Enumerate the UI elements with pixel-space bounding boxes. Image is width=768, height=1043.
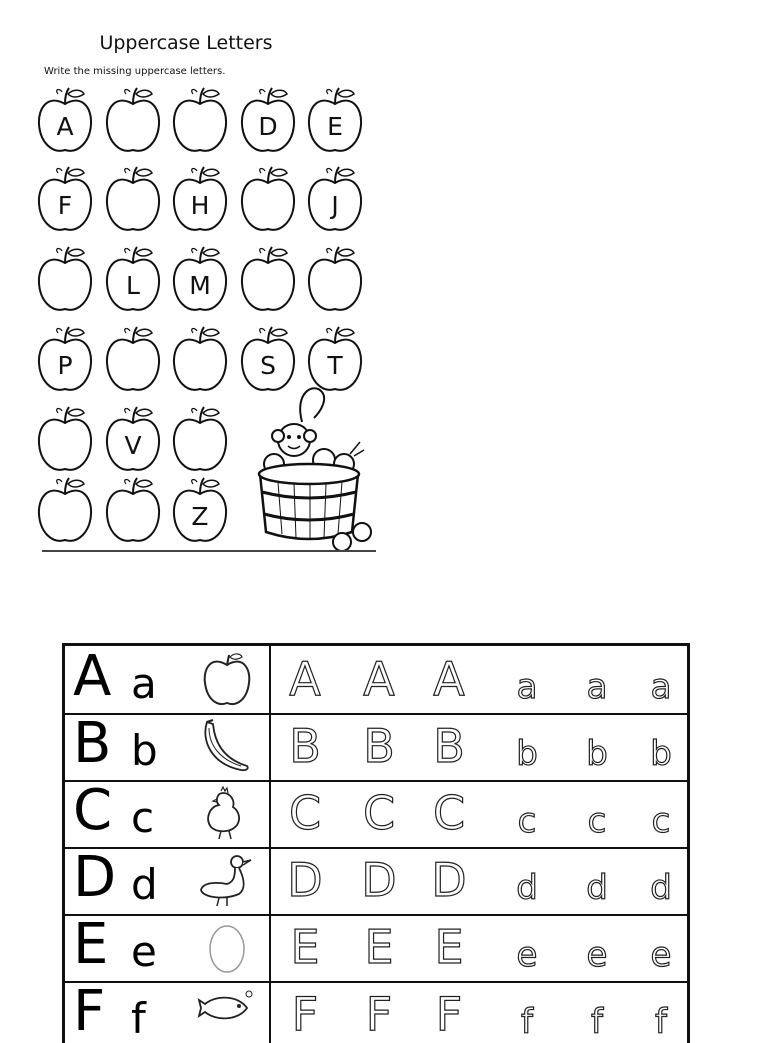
model-uppercase-letter: F <box>73 979 106 1043</box>
trace-lowercase-letter[interactable]: c <box>517 801 537 841</box>
apple-letter-box[interactable] <box>171 325 229 395</box>
apple-letter: E <box>327 112 343 141</box>
trace-uppercase-letter[interactable]: A <box>433 652 465 706</box>
trace-uppercase-letter[interactable]: F <box>435 987 463 1041</box>
apple-letter-box <box>306 86 364 156</box>
trace-uppercase-letter[interactable]: C <box>362 786 396 840</box>
model-lowercase-letter: c <box>131 793 155 842</box>
apple-letter-box[interactable] <box>171 86 229 156</box>
trace-lowercase-letter[interactable]: b <box>586 734 608 774</box>
column-divider <box>269 914 271 981</box>
model-lowercase-letter: e <box>131 927 157 976</box>
apple-icon <box>239 165 297 235</box>
apple-icon <box>171 86 229 156</box>
tracing-row <box>65 847 687 916</box>
trace-uppercase-letter[interactable]: C <box>288 786 322 840</box>
apple-icon <box>36 476 94 546</box>
apple-letter-box <box>171 476 229 546</box>
trace-uppercase-letter[interactable]: E <box>364 920 394 974</box>
trace-uppercase-letter[interactable]: D <box>431 853 467 907</box>
trace-lowercase-letter[interactable]: a <box>650 667 672 707</box>
tracing-row <box>65 780 687 849</box>
apple-icon <box>36 405 94 475</box>
uppercase-letters-worksheet <box>36 30 376 555</box>
column-divider <box>269 981 271 1043</box>
model-lowercase-letter: b <box>131 726 158 775</box>
model-lowercase-letter: a <box>131 659 157 708</box>
apple-icon <box>104 325 162 395</box>
trace-lowercase-letter[interactable]: a <box>516 667 538 707</box>
trace-uppercase-letter[interactable]: E <box>434 920 464 974</box>
apple-letter-box[interactable] <box>239 165 297 235</box>
apple-letter: F <box>57 191 73 220</box>
trace-uppercase-letter[interactable]: A <box>363 652 395 706</box>
apple-letter: Z <box>191 502 209 531</box>
apple-letter-box <box>171 165 229 235</box>
column-divider <box>269 713 271 780</box>
apple-letter: A <box>56 112 74 141</box>
apple-letter-box[interactable] <box>104 476 162 546</box>
letter-tracing-worksheet <box>62 643 690 1043</box>
apple-letter-box[interactable] <box>239 245 297 315</box>
trace-lowercase-letter[interactable]: c <box>651 801 671 841</box>
apple-icon <box>171 325 229 395</box>
model-lowercase-letter: d <box>131 860 158 909</box>
apple-letter: M <box>189 271 211 300</box>
apple-letter: D <box>258 112 278 141</box>
trace-lowercase-letter[interactable]: a <box>586 667 608 707</box>
apple-letter-box[interactable] <box>36 245 94 315</box>
tracing-row <box>65 713 687 782</box>
apple-icon <box>171 405 229 475</box>
apple-icon <box>197 651 257 711</box>
duck-icon <box>197 852 257 912</box>
trace-lowercase-letter[interactable]: e <box>586 935 608 975</box>
trace-lowercase-letter[interactable]: d <box>586 868 608 908</box>
apple-letter-box[interactable] <box>104 165 162 235</box>
model-uppercase-letter: B <box>73 711 112 776</box>
apple-letter-box <box>104 405 162 475</box>
apple-letter-box <box>306 165 364 235</box>
apple-letter-box[interactable] <box>104 325 162 395</box>
apple-letter: L <box>126 271 140 300</box>
trace-lowercase-letter[interactable]: d <box>516 868 538 908</box>
trace-lowercase-letter[interactable]: d <box>650 868 672 908</box>
model-uppercase-letter: D <box>73 845 117 910</box>
monkey-basket-illustration <box>254 382 372 555</box>
trace-lowercase-letter[interactable]: f <box>521 1002 533 1042</box>
trace-uppercase-letter[interactable]: D <box>361 853 397 907</box>
apple-letter-box[interactable] <box>36 405 94 475</box>
apple-letter-box <box>104 245 162 315</box>
trace-uppercase-letter[interactable]: E <box>290 920 320 974</box>
trace-lowercase-letter[interactable]: c <box>587 801 607 841</box>
apple-icon <box>36 245 94 315</box>
apple-letter: P <box>57 351 73 380</box>
worksheet-title: Uppercase Letters <box>99 32 273 54</box>
column-divider <box>269 780 271 847</box>
fish-icon <box>197 986 257 1043</box>
apple-letter-box <box>36 325 94 395</box>
apple-letter-box[interactable] <box>306 245 364 315</box>
apple-icon <box>239 245 297 315</box>
trace-lowercase-letter[interactable]: f <box>655 1002 667 1042</box>
tracing-row <box>65 646 687 715</box>
trace-uppercase-letter[interactable]: D <box>287 853 323 907</box>
trace-uppercase-letter[interactable]: C <box>432 786 466 840</box>
apple-icon <box>104 476 162 546</box>
trace-uppercase-letter[interactable]: F <box>365 987 393 1041</box>
trace-lowercase-letter[interactable]: e <box>650 935 672 975</box>
apple-letter-box[interactable] <box>36 476 94 546</box>
tracing-row <box>65 914 687 983</box>
column-divider <box>269 646 271 713</box>
apple-icon <box>104 86 162 156</box>
footer-rule <box>42 550 376 552</box>
model-uppercase-letter: A <box>73 644 112 709</box>
apple-letter: V <box>124 431 142 460</box>
trace-uppercase-letter[interactable]: B <box>433 719 465 773</box>
trace-uppercase-letter[interactable]: B <box>289 719 321 773</box>
column-divider <box>269 847 271 914</box>
apple-letter-box <box>36 86 94 156</box>
apple-icon <box>104 165 162 235</box>
apple-letter-box <box>36 165 94 235</box>
worksheet-instruction: Write the missing uppercase letters. <box>44 66 226 77</box>
trace-uppercase-letter[interactable]: A <box>289 652 321 706</box>
trace-lowercase-letter[interactable]: b <box>650 734 672 774</box>
chicken-icon <box>197 785 257 845</box>
apple-letter-box <box>239 86 297 156</box>
tracing-row <box>65 981 687 1043</box>
model-lowercase-letter: f <box>131 994 146 1043</box>
trace-lowercase-letter[interactable]: f <box>591 1002 603 1042</box>
trace-uppercase-letter[interactable]: F <box>291 987 319 1041</box>
apple-letter: S <box>260 351 276 380</box>
apple-letter: J <box>331 191 339 220</box>
apple-icon <box>306 245 364 315</box>
model-uppercase-letter: C <box>73 778 113 843</box>
apple-letter: H <box>190 191 210 220</box>
apple-letter-box[interactable] <box>104 86 162 156</box>
trace-lowercase-letter[interactable]: e <box>516 935 538 975</box>
apple-letter: T <box>327 351 343 380</box>
apple-letter-box <box>171 245 229 315</box>
trace-lowercase-letter[interactable]: b <box>516 734 538 774</box>
trace-uppercase-letter[interactable]: B <box>363 719 395 773</box>
egg-icon <box>197 919 257 979</box>
model-uppercase-letter: E <box>73 912 109 977</box>
banana-icon <box>197 718 257 778</box>
apple-letter-box[interactable] <box>171 405 229 475</box>
